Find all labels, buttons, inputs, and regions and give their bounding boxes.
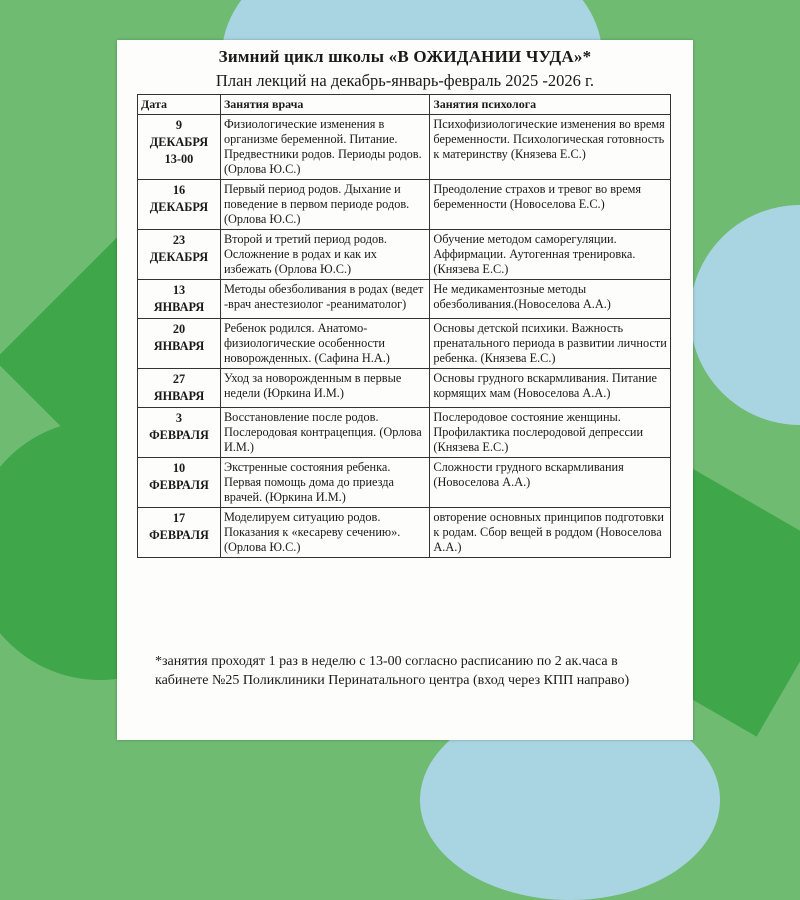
- table-row: [138, 369, 671, 408]
- date-cell: [138, 280, 221, 319]
- doctor-lecture-cell: Восстановление после родов. Послеродовая контрацепция. (Орлова И.М.): [220, 408, 429, 458]
- psychologist-lecture-cell: Преодоление страхов и тревог во время беременности (Новоселова Е.С.): [430, 180, 671, 230]
- date-day: 13: [172, 283, 186, 297]
- date-day: 3: [175, 411, 183, 425]
- doctor-lecture-cell: Уход за новорожденным в первые недели (Юркина И.М.): [220, 369, 429, 408]
- background-circle: [690, 205, 800, 425]
- date-cell: [138, 508, 221, 558]
- table-row: [138, 319, 671, 369]
- date-month: ДЕКАБРЯ: [149, 135, 209, 149]
- date-day: 20: [172, 322, 186, 336]
- date-day: 10: [172, 461, 186, 475]
- table-row: [138, 508, 671, 558]
- doctor-lecture-cell: Физиологические изменения в организме беременной. Питание. Предвестники родов. Периоды родов. (Орлова Ю.С.): [220, 115, 429, 180]
- date-cell: [138, 408, 221, 458]
- column-header-psychologist: Занятия психолога: [430, 95, 671, 115]
- date-month: ДЕКАБРЯ: [149, 250, 209, 264]
- doctor-lecture-cell: Второй и третий период родов. Осложнение в родах и как их избежать (Орлова Ю.С.): [220, 230, 429, 280]
- doctor-lecture-cell: Методы обезболивания в родах (ведет -врач анестезиолог -реаниматолог): [220, 280, 429, 319]
- date-time: 13-00: [164, 152, 194, 166]
- date-day: 23: [172, 233, 186, 247]
- table-row: [138, 408, 671, 458]
- lecture-schedule-table: [137, 94, 671, 558]
- footnote: *занятия проходят 1 раз в неделю с 13-00 согласно расписанию по 2 ак.часа в кабинете №25 Поликлиники Перинатального центра (вход через КПП направо): [155, 654, 630, 688]
- psychologist-lecture-cell: Обучение методом саморегуляции. Аффирмации. Аутогенная тренировка. (Князева Е.С.): [430, 230, 671, 280]
- page-title: Зимний цикл школы «В ОЖИДАНИИ ЧУДА»*: [218, 47, 592, 66]
- page-subtitle: План лекций на декабрь-январь-февраль 2025 -2026 г.: [215, 71, 595, 90]
- date-cell: [138, 230, 221, 280]
- doctor-lecture-cell: Моделируем ситуацию родов. Показания к «кесареву сечению». (Орлова Ю.С.): [220, 508, 429, 558]
- date-cell: [138, 319, 221, 369]
- table-row: [138, 180, 671, 230]
- psychologist-lecture-cell: Не медикаментозные методы обезболивания.(Новоселова А.А.): [430, 280, 671, 319]
- table-row: [138, 280, 671, 319]
- psychologist-lecture-cell: овторение основных принципов подготовки к родам. Сбор вещей в роддом (Новоселова А.А.): [430, 508, 671, 558]
- date-month: ДЕКАБРЯ: [149, 200, 209, 214]
- table-row: [138, 230, 671, 280]
- date-day: 17: [172, 511, 186, 525]
- date-month: ФЕВРАЛЯ: [149, 478, 209, 492]
- date-month: ЯНВАРЯ: [153, 300, 205, 314]
- table-row: [138, 115, 671, 180]
- table-row: [138, 458, 671, 508]
- psychologist-lecture-cell: Основы грудного вскармливания. Питание кормящих мам (Новоселова А.А.): [430, 369, 671, 408]
- column-header-date: Дата: [138, 95, 221, 115]
- psychologist-lecture-cell: Сложности грудного вскармливания (Новоселова А.А.): [430, 458, 671, 508]
- date-month: ФЕВРАЛЯ: [149, 428, 209, 442]
- column-header-doctor: Занятия врача: [220, 95, 429, 115]
- doctor-lecture-cell: Экстренные состояния ребенка. Первая помощь дома до приезда врачей. (Юркина И.М.): [220, 458, 429, 508]
- date-cell: [138, 369, 221, 408]
- date-cell: [138, 458, 221, 508]
- table-header-row: [138, 95, 671, 115]
- date-month: ЯНВАРЯ: [153, 339, 205, 353]
- psychologist-lecture-cell: Послеродовое состояние женщины. Профилактика послеродовой депрессии (Князева Е.С.): [430, 408, 671, 458]
- date-day: 16: [172, 183, 186, 197]
- doctor-lecture-cell: Первый период родов. Дыхание и поведение в первом периоде родов. (Орлова Ю.С.): [220, 180, 429, 230]
- date-month: ЯНВАРЯ: [153, 389, 205, 403]
- date-month: ФЕВРАЛЯ: [149, 528, 209, 542]
- psychologist-lecture-cell: Основы детской психики. Важность пренатального периода в развитии личности ребенка. (Князева Е.С.): [430, 319, 671, 369]
- date-cell: [138, 180, 221, 230]
- doctor-lecture-cell: Ребенок родился. Анатомо-физиологические особенности новорожденных. (Сафина Н.А.): [220, 319, 429, 369]
- date-cell: [138, 115, 221, 180]
- date-day: 9: [175, 118, 183, 132]
- date-day: 27: [172, 372, 186, 386]
- psychologist-lecture-cell: Психофизиологические изменения во время беременности. Психологическая готовность к материнству (Князева Е.С.): [430, 115, 671, 180]
- schedule-sheet: [117, 40, 693, 740]
